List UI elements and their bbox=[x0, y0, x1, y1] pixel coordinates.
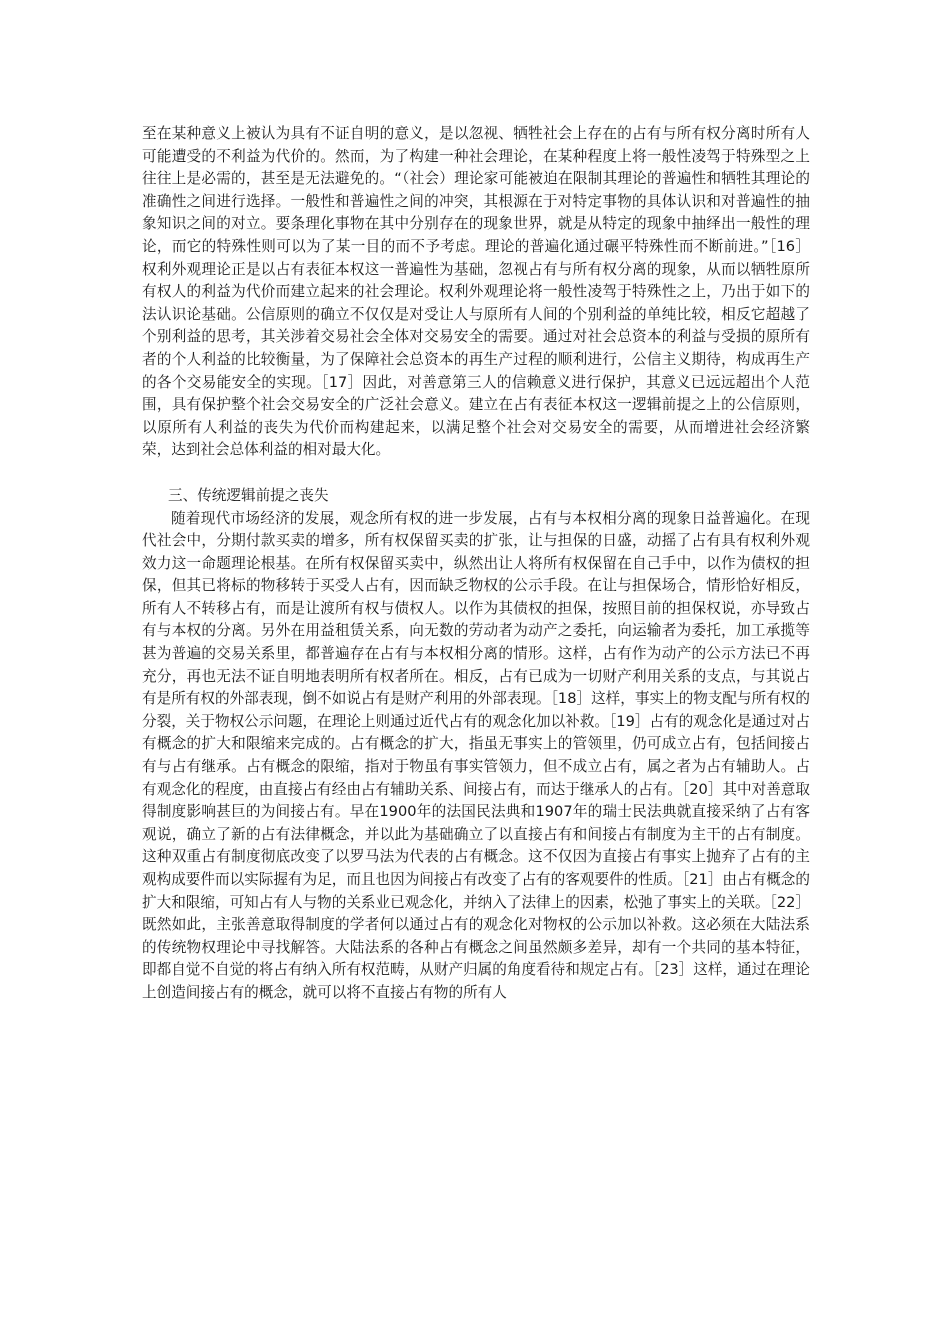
document-body bbox=[142, 123, 810, 1005]
section-heading: 三、传统逻辑前提之丧失 bbox=[168, 486, 329, 504]
paragraph-section-three: 随着现代市场经济的发展，观念所有权的进一步发展，占有与本权相分离的现象日益普遍化。在现代社会中，分期付款买卖的增多，所有权保留买卖的扩张，让与担保的日盛，动摇了占有具有权利外观效力这一命题理论根基。在所有权保留买卖中，纵然出让人将所有权保留在自己手中，以作为债权的担保，但其已将标的物移转于买受人占有，因而缺乏物权的公示手段。在让与担保场合，情形恰好相反，所有人不转移占有，而是让渡所有权与债权人。以作为其债权的担保，按照目前的担保权说，亦导致占有与本权的分离。另外在用益租赁关系，向无数的劳动者为动产之委托，向运输者为委托，加工承揽等甚为普遍的交易关系里，都普遍存在占有与本权相分离的情形。这样，占有作为动产的公示方法已不再充分，再也无法不证自明地表明所有权者所在。相反，占有已成为一切财产利用关系的支点，与其说占有是所有权的外部表现，倒不如说占有是财产利用的外部表现。［18］这样，事实上的物支配与所有权的分裂，关于物权公示问题，在理论上则通过近代占有的观念化加以补救。［19］占有的观念化是通过对占有概念的扩大和限缩来完成的。占有概念的扩大，指虽无事实上的管领里，仍可成立占有，包括间接占有与占有继承。占有概念的限缩，指对于物虽有事实管领力，但不成立占有，属之者为占有辅助人。占有观念化的程度，由直接占有经由占有辅助关系、间接占有，而达于继承人的占有。［20］其中对善意取得制度影响甚巨的为间接占有。早在1900年的法国民法典和1907年的瑞士民法典就直接采纳了占有客观说，确立了新的占有法律概念，并以此为基础确立了以直接占有和间接占有制度为主干的占有制度。这种双重占有制度彻底改变了以罗马法为代表的占有概念。这不仅因为直接占有事实上抛弃了占有的主观构成要件而以实际握有为足，而且也因为间接占有改变了占有的客观要件的性质。［21］由占有概念的扩大和限缩，可知占有人与物的关系业已观念化，并纳入了法律上的因素，松弛了事实上的关联。［22］既然如此，主张善意取得制度的学者何以通过占有的观念化对物权的公示加以补救。这必须在大陆法系的传统物权理论中寻找解答。大陆法系的各种占有概念之间虽然颇多差异，却有一个共同的基本特征，即都自觉不自觉的将占有纳入所有权范畴，从财产归属的角度看待和规定占有。［23］这样，通过在理论上创造间接占有的概念，就可以将不直接占有物的所有人 bbox=[142, 509, 810, 1001]
paragraph-continuation: 至在某种意义上被认为具有不证自明的意义，是以忽视、牺牲社会上存在的占有与所有权分离时所有人可能遭受的不利益为代价的。然而，为了构建一种社会理论，在某种程度上将一般性凌驾于特殊型之上往往上是必需的，甚至是无法避免的。“（社会）理论家可能被迫在限制其理论的普遍性和牺牲其理论的准确性之间进行选择。一般性和普遍性之间的冲突，其根源在于对特定事物的具体认识和对普遍性的抽象知识之间的对立。要条理化事物在其中分别存在的现象世界，就是从特定的现象中抽绎出一般性的理论，而它的特殊性则可以为了某一目的而不予考虑。理论的普遍化通过碾平特殊性而不断前进。”［16］权利外观理论正是以占有表征本权这一普遍性为基础，忽视占有与所有权分离的现象，从而以牺牲原所有权人的利益为代价而建立起来的社会理论。权利外观理论将一般性凌驾于特殊性之上，乃出于如下的法认识论基础。公信原则的确立不仅仅是对受让人与原所有人间的个别利益的单纯比较，相反它超越了个别利益的思考，其关涉着交易社会全体对交易安全的需要。通过对社会总资本的利益与受损的原所有者的个人利益的比较衡量，为了保障社会总资本的再生产过程的顺利进行，公信主义期待，构成再生产的各个交易能安全的实现。［17］因此，对善意第三人的信赖意义进行保护，其意义已远远超出个人范围，具有保护整个社会交易安全的广泛社会意义。建立在占有表征本权这一逻辑前提之上的公信原则，以原所有人利益的丧失为代价而构建起来，以满足整个社会对交易安全的需要，从而增进社会经济繁荣，达到社会总体利益的相对最大化。 bbox=[142, 125, 810, 459]
